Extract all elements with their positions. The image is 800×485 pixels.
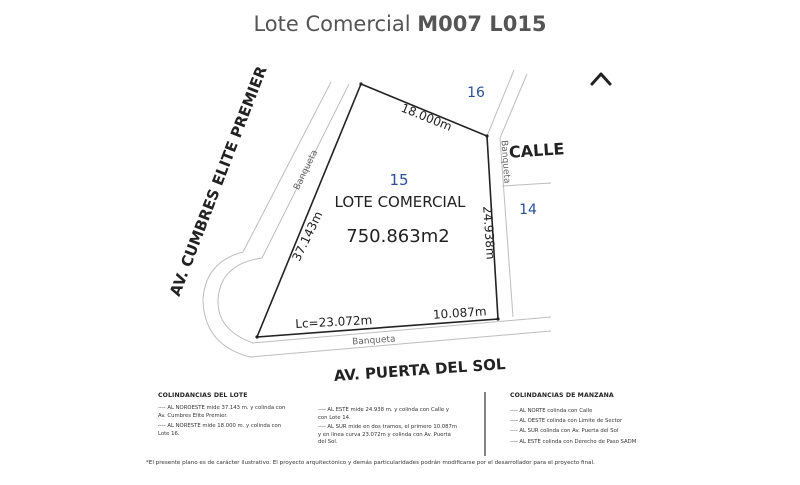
north-arrow-icon [592,74,610,84]
lot-boundaries-col1 [158,405,318,438]
lot-boundaries-heading: COLINDANCIAS DEL LOTE [158,392,248,399]
street-east: CALLE [508,139,565,162]
lot-boundary-line: del Sol. [318,439,338,446]
lot-number: 15 [389,171,409,189]
neighbor-lot-east: 14 [519,202,537,218]
corner-curve-outer [203,252,250,357]
block-boundary-line: ---- AL ESTE colinda con Derecho de Paso SADM [510,438,637,445]
title-prefix: Lote Comercial [253,12,411,36]
lot-label: LOTE COMERCIAL [334,193,466,211]
block-boundary-line: ---- AL SUR colinda con Av. Puerta del Sol [510,428,619,435]
dim-west: 37.143m [289,209,326,264]
lot-boundary-line: ---- AL ESTE mide 24.938 m. y colinda con Calle y [318,407,449,413]
east-sidewalk-upper-2 [500,74,527,138]
lot-boundaries-col2 [318,407,483,447]
lot-boundary-line: Lote 16. [158,430,180,437]
lot-boundary-line: ---- AL NOROESTE mide 37.143 m. y colinda con [158,405,286,411]
street-lines [203,70,551,357]
block-boundary-line: ---- AL NORTE colinda con Calle [510,408,593,414]
block-boundaries-list [510,406,680,447]
title-code: M007 L015 [417,12,547,36]
east-sidewalk-upper-1 [487,70,514,136]
dim-south-straight: 10.087m [432,304,487,322]
dim-east: 24.938m [480,205,498,260]
street-west: AV. CUMBRES ELITE PREMIER [166,63,271,299]
lot-boundary-line: y en linea curva 23.072m y colinda con Av. Puerta [318,431,451,438]
street-south: AV. PUERTA DEL SOL [333,355,507,385]
corner-curve-inner [218,258,262,343]
vertex-n [359,82,362,85]
dim-north: 18.000m [398,100,455,134]
block-boundary-line: ---- AL OESTE colinda con Limite de Sector [510,418,623,425]
lot-area: 750.863m2 [346,226,450,247]
vertex-ne [485,134,488,137]
lot-boundary-line: ---- AL NORESTE mide 18.000 m. y colinda con [158,423,282,430]
lot-boundary-line: Av. Cumbres Elite Premier. [158,412,228,419]
dim-south-curve: Lc=23.072m [294,312,373,332]
sidewalk-label-east: Banqueta [498,139,512,184]
lot-boundary-line: con Lote 14. [318,414,351,421]
neighbor-lot-north: 16 [467,85,485,101]
calle-edge-line [502,183,551,186]
lot-boundary-line: ---- AL SUR mide en dos tramos, el primero 10.087m [318,424,458,431]
sidewalk-label-west: Banqueta [292,148,321,192]
block-boundaries-heading: COLINDANCIAS DE MANZANA [510,392,614,399]
vertex-se [496,317,499,320]
vertex-sw [255,335,258,338]
disclaimer: *El presente plano es de carácter ilustrativo. El proyecto arquitectónico y demás particularidades podrán modificarse por el desarrollador para el proyecto final. [146,460,595,466]
sidewalk-label-south: Banqueta [351,334,396,348]
